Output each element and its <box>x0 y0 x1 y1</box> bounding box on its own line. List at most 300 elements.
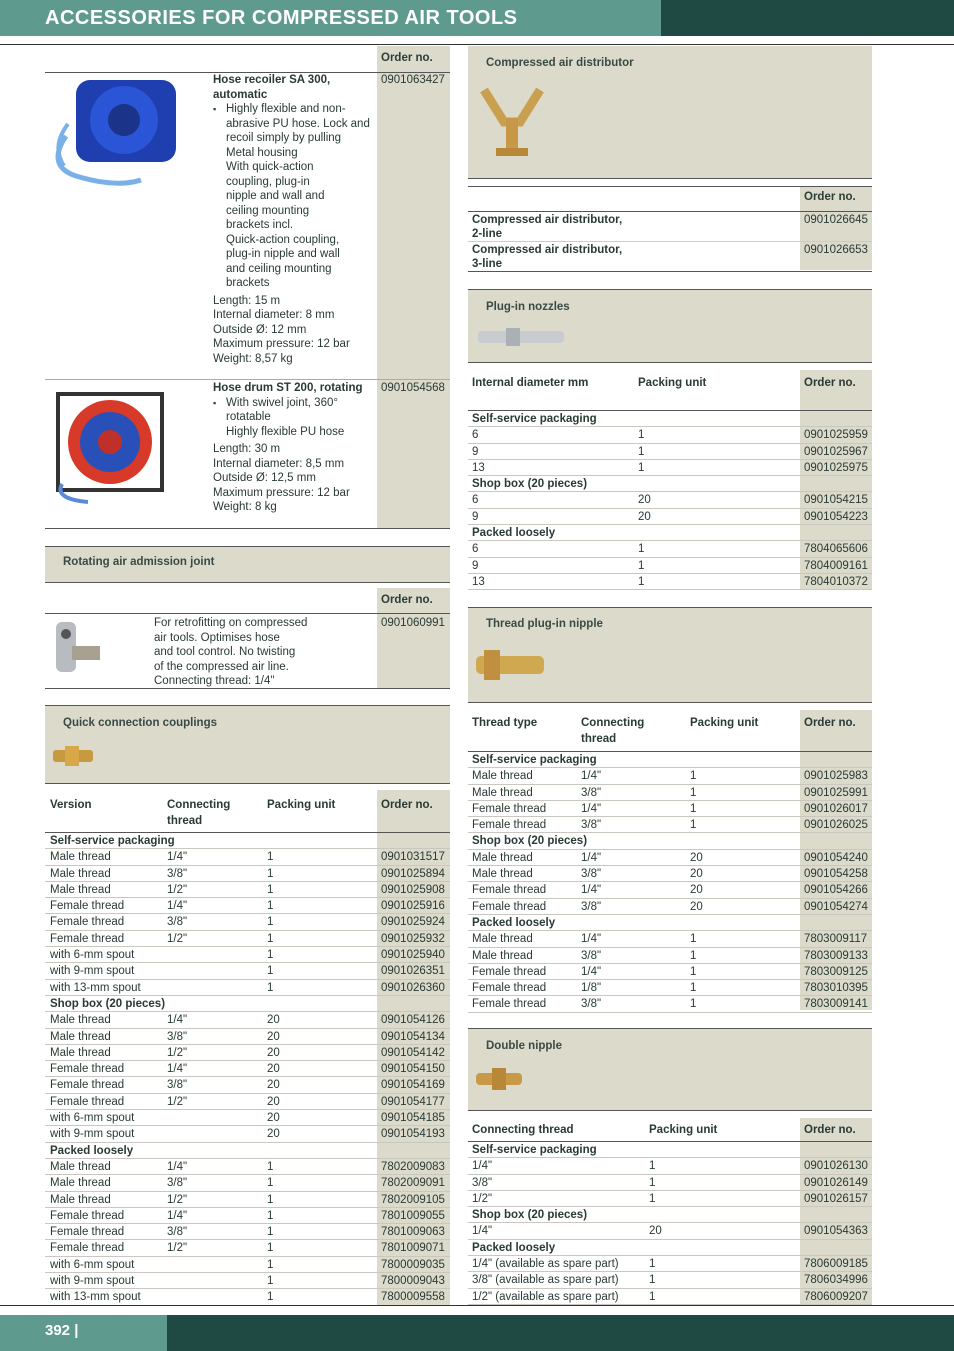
table-cell: 1 <box>267 1242 274 1255</box>
table-cell: 1/2" <box>167 1193 188 1206</box>
table-cell: 7803009117 <box>804 933 868 946</box>
table-cell: 7804010372 <box>804 575 868 588</box>
table-row <box>468 427 872 443</box>
order-no-header: Order no. <box>804 191 856 203</box>
table-cell: 1 <box>267 1258 274 1271</box>
table-cell: Female thread <box>472 884 547 897</box>
spec-line: Internal diameter: 8,5 mm <box>213 457 345 470</box>
table-cell: 1/4" <box>581 965 602 978</box>
feature-line: and ceiling mounting <box>226 262 332 275</box>
table-cell: Female thread <box>472 802 547 815</box>
table-row <box>468 444 872 460</box>
table-row <box>468 558 872 574</box>
table-cell: 0901025975 <box>804 461 868 474</box>
hose-recoiler-image <box>46 76 180 192</box>
description-line: Connecting thread: 1/4" <box>154 675 275 687</box>
description-line: and tool control. No twisting <box>154 646 296 658</box>
product-title: Hose recoiler SA 300, automatic <box>213 74 331 101</box>
table-cell: 1/2" <box>167 1046 188 1059</box>
table-row <box>468 460 872 476</box>
table-row <box>45 1159 450 1175</box>
table-cell: with 13-mm spout <box>50 981 141 994</box>
table-cell: Shop box (20 pieces) <box>472 478 588 491</box>
table-cell: 3/8" <box>581 998 602 1011</box>
table-cell: 0901025908 <box>381 883 445 896</box>
table-cell: Male thread <box>50 867 111 880</box>
table-row <box>45 849 450 865</box>
table-cell: 0901026017 <box>804 802 868 815</box>
table-cell: Packed loosely <box>472 527 556 540</box>
table-cell: 1 <box>638 429 645 442</box>
table-cell: Male thread <box>472 933 533 946</box>
table-cell: 9 <box>472 559 479 572</box>
table-row <box>468 931 872 947</box>
table-cell: Male thread <box>472 851 533 864</box>
table-row <box>45 1094 450 1110</box>
table-cell: 0901054134 <box>381 1030 445 1043</box>
table-cell: Male thread <box>472 868 533 881</box>
table-cell: 0901054240 <box>804 851 868 864</box>
feature-line: Quick-action coupling, <box>226 233 340 246</box>
table-row <box>45 1012 450 1028</box>
table-cell: 1 <box>267 949 274 962</box>
table-cell: 0901054363 <box>804 1225 868 1238</box>
column-header: Packing unit <box>267 799 336 811</box>
table-cell: 1 <box>690 802 697 815</box>
table-cell: 3/8" <box>581 819 602 832</box>
description-line: For retrofitting on compressed <box>154 617 308 629</box>
feature-line: plug-in nipple and wall <box>226 248 340 260</box>
table-row <box>45 1240 450 1256</box>
table-row <box>45 1061 450 1077</box>
table-cell: 1 <box>690 933 697 946</box>
table-row <box>45 996 450 1012</box>
table-cell: 6 <box>472 494 479 507</box>
table-cell: 1 <box>649 1274 656 1287</box>
table-cell: 7806034996 <box>804 1274 868 1287</box>
table-cell: 1 <box>267 965 274 978</box>
table-row <box>468 1191 872 1207</box>
table-cell: 1 <box>690 965 697 978</box>
table-cell: 0901031517 <box>381 851 445 864</box>
table-cell: 20 <box>690 884 703 897</box>
table-cell: Female thread <box>472 998 547 1011</box>
table-cell: Packed loosely <box>472 1241 556 1254</box>
table-row <box>468 1142 872 1158</box>
product-title: Hose drum ST 200, rotating <box>213 382 363 394</box>
column-header: Order no. <box>804 717 856 729</box>
table-cell: 3/8" <box>167 1177 188 1190</box>
table-cell: 20 <box>267 1063 280 1076</box>
page-number: 392 | <box>45 1322 79 1339</box>
table-row <box>468 768 872 784</box>
table-row <box>468 948 872 964</box>
table-row <box>468 882 872 898</box>
table-cell: Self-service packaging <box>50 835 175 847</box>
table-cell: with 9-mm spout <box>50 1275 135 1288</box>
column-header: Packing unit <box>638 377 707 389</box>
table-cell: 1 <box>690 786 697 799</box>
table-cell: Male thread <box>50 1193 111 1206</box>
table-cell: 1/4" <box>167 900 188 913</box>
table-cell: Male thread <box>50 883 111 896</box>
plug-nipple-image <box>474 646 546 686</box>
table-cell: 3/8" <box>581 949 602 962</box>
table-row <box>468 1175 872 1191</box>
table-row <box>468 492 872 508</box>
table-row <box>45 931 450 947</box>
table-cell: 1/2" <box>472 1192 493 1205</box>
table-cell: 0901026351 <box>381 965 445 978</box>
table-row <box>468 1272 872 1288</box>
table-cell: 1/4" <box>581 802 602 815</box>
table-row <box>468 964 872 980</box>
table-cell: 0901054185 <box>381 1112 445 1125</box>
table-cell: Female thread <box>50 932 125 945</box>
table-cell: 0901025924 <box>381 916 445 929</box>
table-cell: 1/4" <box>581 933 602 946</box>
table-row <box>45 947 450 963</box>
table-cell: 1 <box>649 1192 656 1205</box>
table-cell: Female thread <box>472 982 547 995</box>
table-cell: 0901054274 <box>804 900 868 913</box>
table-row <box>45 833 450 849</box>
section-title: Compressed air distributor <box>486 57 634 69</box>
table-cell: 1 <box>267 916 274 929</box>
column-header: Internal diameter mm <box>472 377 589 389</box>
table-cell: 1 <box>638 445 645 458</box>
table-row <box>45 1077 450 1093</box>
table-row <box>45 1224 450 1240</box>
description-line: air tools. Optimises hose <box>154 631 280 644</box>
table-row <box>45 898 450 914</box>
table-cell: 1/2" <box>167 1242 188 1255</box>
table-cell: 20 <box>690 868 703 881</box>
table-cell: Self-service packaging <box>472 413 597 425</box>
table-row <box>468 801 872 817</box>
table-row <box>468 1240 872 1256</box>
table-cell: 0901054266 <box>804 884 868 897</box>
section-title: Quick connection couplings <box>63 717 217 729</box>
table-cell: 1/8" <box>581 982 602 995</box>
table-row <box>468 509 872 525</box>
table-cell: 7801009063 <box>381 1226 445 1239</box>
table-cell: 9 <box>472 510 479 523</box>
order-number: 0901026653 <box>804 244 868 256</box>
table-cell: Self-service packaging <box>472 1144 597 1156</box>
table-cell: 1/2" <box>167 883 188 896</box>
table-cell: 0901026157 <box>804 1192 868 1205</box>
order-number: 0901060991 <box>381 617 445 629</box>
coupling-image <box>51 744 95 768</box>
footer-bar <box>0 1315 954 1351</box>
table-cell: Female thread <box>50 1226 125 1239</box>
table-cell: 1 <box>649 1290 656 1303</box>
table-row <box>468 541 872 557</box>
table-row <box>468 525 872 541</box>
table-cell: Shop box (20 pieces) <box>472 835 588 848</box>
column-header: Version <box>50 799 92 811</box>
table-cell: Female thread <box>50 1242 125 1255</box>
table-cell: 20 <box>267 1046 280 1059</box>
table-cell: 1 <box>267 900 274 913</box>
table-row <box>468 1256 872 1272</box>
table-row <box>468 833 872 849</box>
spec-line: Length: 15 m <box>213 294 281 307</box>
header-bar <box>0 0 954 36</box>
description-line: of the compressed air line. <box>154 660 289 673</box>
table-row <box>468 915 872 931</box>
table-row <box>468 980 872 996</box>
table-cell: 7804009161 <box>804 559 868 572</box>
table-row <box>45 882 450 898</box>
table-row <box>45 1110 450 1126</box>
table-cell: 1 <box>690 770 697 783</box>
table-row <box>45 1192 450 1208</box>
table-cell: Male thread <box>472 786 533 799</box>
table-cell: 0901025991 <box>804 786 868 799</box>
table-cell: Female thread <box>50 1063 125 1076</box>
table-cell: 3/8" <box>581 786 602 799</box>
table-row <box>468 1289 872 1305</box>
table-cell: 7806009185 <box>804 1258 868 1271</box>
table-cell: 0901054193 <box>381 1128 445 1141</box>
column-header: Order no. <box>381 799 433 811</box>
table-row <box>468 996 872 1012</box>
table-cell: 20 <box>267 1030 280 1043</box>
table-cell: 1 <box>267 851 274 864</box>
table-cell: 3/8" <box>472 1176 493 1189</box>
table-row <box>468 899 872 915</box>
order-no-header: Order no. <box>381 52 433 64</box>
table-row <box>45 1257 450 1273</box>
table-cell: 1 <box>638 559 645 572</box>
table-cell: 1 <box>638 575 645 588</box>
table-cell: 1 <box>267 883 274 896</box>
table-cell: Male thread <box>50 1030 111 1043</box>
table-cell: 0901025967 <box>804 445 868 458</box>
table-row <box>468 1223 872 1239</box>
table-cell: 20 <box>638 494 651 507</box>
spec-line: Outside Ø: 12,5 mm <box>213 472 316 484</box>
table-row <box>45 866 450 882</box>
table-cell: Packed loosely <box>50 1144 134 1157</box>
spec-line: Maximum pressure: 12 bar <box>213 338 350 350</box>
table-cell: 7802009091 <box>381 1177 445 1190</box>
table-cell: 3/8" <box>167 867 188 880</box>
table-row <box>45 980 450 996</box>
spec-line: Weight: 8,57 kg <box>213 352 293 365</box>
table-cell: 3/8" <box>167 1030 188 1043</box>
table-cell: 1 <box>690 982 697 995</box>
distributor-image <box>474 82 550 160</box>
column-header: Order no. <box>804 377 856 389</box>
table-cell: 0901025916 <box>381 900 445 913</box>
table-cell: 1 <box>267 1275 274 1288</box>
table-row <box>45 1045 450 1061</box>
column-header: Connecting thread <box>167 799 231 827</box>
table-cell: 1/4" (available as spare part) <box>472 1258 619 1271</box>
table-cell: 0901054169 <box>381 1079 445 1092</box>
table-cell: 0901025932 <box>381 932 445 945</box>
table-cell: 7800009558 <box>381 1291 445 1304</box>
table-cell: 1 <box>649 1258 656 1271</box>
table-cell: 1/4" <box>472 1160 493 1173</box>
table-row <box>45 963 450 979</box>
table-cell: 1/4" <box>581 884 602 897</box>
feature-line: Highly flexible PU hose <box>226 425 345 438</box>
table-cell: 7803009141 <box>804 998 868 1011</box>
table-cell: Female thread <box>472 965 547 978</box>
table-cell: 1 <box>267 1209 274 1222</box>
table-row <box>468 574 872 590</box>
table-cell: 7802009105 <box>381 1193 445 1206</box>
table-row <box>45 1126 450 1142</box>
feature-line: Metal housing <box>226 146 298 159</box>
table-cell: 7800009043 <box>381 1275 445 1288</box>
feature-line: With quick-action <box>226 161 314 173</box>
table-cell: 1/4" <box>167 1063 188 1076</box>
table-cell: 7802009083 <box>381 1160 445 1173</box>
table-cell: 13 <box>472 575 485 588</box>
table-cell: Male thread <box>472 770 533 783</box>
table-cell: 1/2" <box>167 1095 188 1108</box>
column-header: Connecting thread <box>581 717 645 745</box>
table-cell: Male thread <box>472 949 533 962</box>
table-cell: 1 <box>638 543 645 556</box>
table-cell: 7801009055 <box>381 1209 445 1222</box>
table-cell: 3/8" <box>581 900 602 913</box>
table-cell: 1 <box>267 1226 274 1239</box>
nozzle-image <box>476 326 566 348</box>
hose-drum-image <box>48 384 170 506</box>
table-cell: 1 <box>690 819 697 832</box>
distributor-3line: Compressed air distributor, 3-line <box>472 244 623 270</box>
column-header: Thread type <box>472 717 538 729</box>
table-cell: with 9-mm spout <box>50 1128 135 1141</box>
table-cell: Packed loosely <box>472 916 556 929</box>
table-cell: Male thread <box>50 1160 111 1173</box>
table-cell: 3/8" <box>167 916 188 929</box>
table-cell: 0901025940 <box>381 949 445 962</box>
feature-bullet: With swivel joint, 360° rotatable <box>226 396 338 423</box>
table-cell: Female thread <box>50 1079 125 1092</box>
table-cell: 0901054177 <box>381 1095 445 1108</box>
table-cell: 0901026149 <box>804 1176 868 1189</box>
table-cell: Male thread <box>50 1177 111 1190</box>
table-cell: 1/4" <box>167 1014 188 1027</box>
table-row <box>468 752 872 768</box>
table-row <box>45 1175 450 1191</box>
table-cell: Female thread <box>472 900 547 913</box>
table-cell: 20 <box>649 1225 662 1238</box>
table-cell: Self-service packaging <box>472 754 597 766</box>
table-cell: 0901026025 <box>804 819 868 832</box>
table-cell: 7800009035 <box>381 1258 445 1271</box>
table-cell: 7803009133 <box>804 949 868 962</box>
feature-line: ceiling mounting <box>226 204 310 217</box>
table-cell: 1 <box>267 1193 274 1206</box>
table-cell: Shop box (20 pieces) <box>472 1209 588 1222</box>
distributor-2line: Compressed air distributor, 2-line <box>472 214 623 240</box>
table-cell: 1 <box>267 932 274 945</box>
table-row <box>468 1207 872 1223</box>
table-cell: 6 <box>472 429 479 442</box>
table-cell: 0901026360 <box>381 981 445 994</box>
table-cell: with 6-mm spout <box>50 949 135 962</box>
table-cell: 1/4" <box>167 1160 188 1173</box>
table-cell: 9 <box>472 445 479 458</box>
table-cell: 0901054150 <box>381 1063 445 1076</box>
table-cell: Male thread <box>50 1014 111 1027</box>
table-cell: 20 <box>638 510 651 523</box>
page-title: ACCESSORIES FOR COMPRESSED AIR TOOLS <box>45 7 518 29</box>
feature-line: nipple and wall and <box>226 190 325 202</box>
feature-line: coupling, plug-in <box>226 175 310 188</box>
column-header: Connecting thread <box>472 1124 574 1136</box>
table-cell: 1 <box>267 1291 274 1304</box>
order-number: 0901063427 <box>381 74 445 86</box>
table-cell: 3/8" <box>581 868 602 881</box>
table-cell: 20 <box>690 900 703 913</box>
table-cell: 1/2" <box>167 932 188 945</box>
table-cell: Male thread <box>50 851 111 864</box>
table-cell: 0901054142 <box>381 1046 445 1059</box>
table-cell: 7803010395 <box>804 982 868 995</box>
table-cell: 20 <box>267 1128 280 1141</box>
table-cell: 1/4" <box>581 770 602 783</box>
table-cell: with 6-mm spout <box>50 1258 135 1271</box>
table-cell: 1 <box>649 1176 656 1189</box>
section-title: Thread plug-in nipple <box>486 618 603 630</box>
double-nipple-image <box>474 1066 524 1092</box>
table-row <box>468 411 872 427</box>
table-cell: 1/4" <box>167 851 188 864</box>
table-cell: 1/4" <box>167 1209 188 1222</box>
table-cell: Female thread <box>50 916 125 929</box>
feature-line: brackets <box>226 277 270 289</box>
spec-line: Outside Ø: 12 mm <box>213 323 307 336</box>
column-header: Packing unit <box>649 1124 718 1136</box>
table-row <box>45 1208 450 1224</box>
table-cell: with 6-mm spout <box>50 1112 135 1125</box>
table-row <box>45 1029 450 1045</box>
table-cell: Shop box (20 pieces) <box>50 997 166 1010</box>
feature-bullet: Highly flexible and non-abrasive PU hose. Lock and recoil simply by pulling <box>226 103 370 144</box>
table-cell: 3/8" <box>167 1079 188 1092</box>
table-row <box>45 1273 450 1289</box>
table-cell: 0901025959 <box>804 429 868 442</box>
table-cell: 3/8" (available as spare part) <box>472 1274 619 1287</box>
spec-line: Internal diameter: 8 mm <box>213 309 335 321</box>
table-cell: 7806009207 <box>804 1290 868 1303</box>
order-no-header: Order no. <box>381 594 433 606</box>
section-title: Rotating air admission joint <box>63 556 215 568</box>
table-cell: 1 <box>649 1160 656 1173</box>
spec-line: Length: 30 m <box>213 443 281 455</box>
table-cell: 0901026130 <box>804 1160 868 1173</box>
table-cell: Female thread <box>50 900 125 913</box>
table-cell: 1 <box>690 998 697 1011</box>
table-cell: with 13-mm spout <box>50 1291 141 1304</box>
table-cell: 6 <box>472 543 479 556</box>
table-cell: 0901025894 <box>381 867 445 880</box>
table-cell: Female thread <box>472 819 547 832</box>
table-cell: 0901025983 <box>804 770 868 783</box>
table-cell: 1/4" <box>472 1225 493 1238</box>
table-cell: 1 <box>267 1177 274 1190</box>
table-row <box>468 785 872 801</box>
